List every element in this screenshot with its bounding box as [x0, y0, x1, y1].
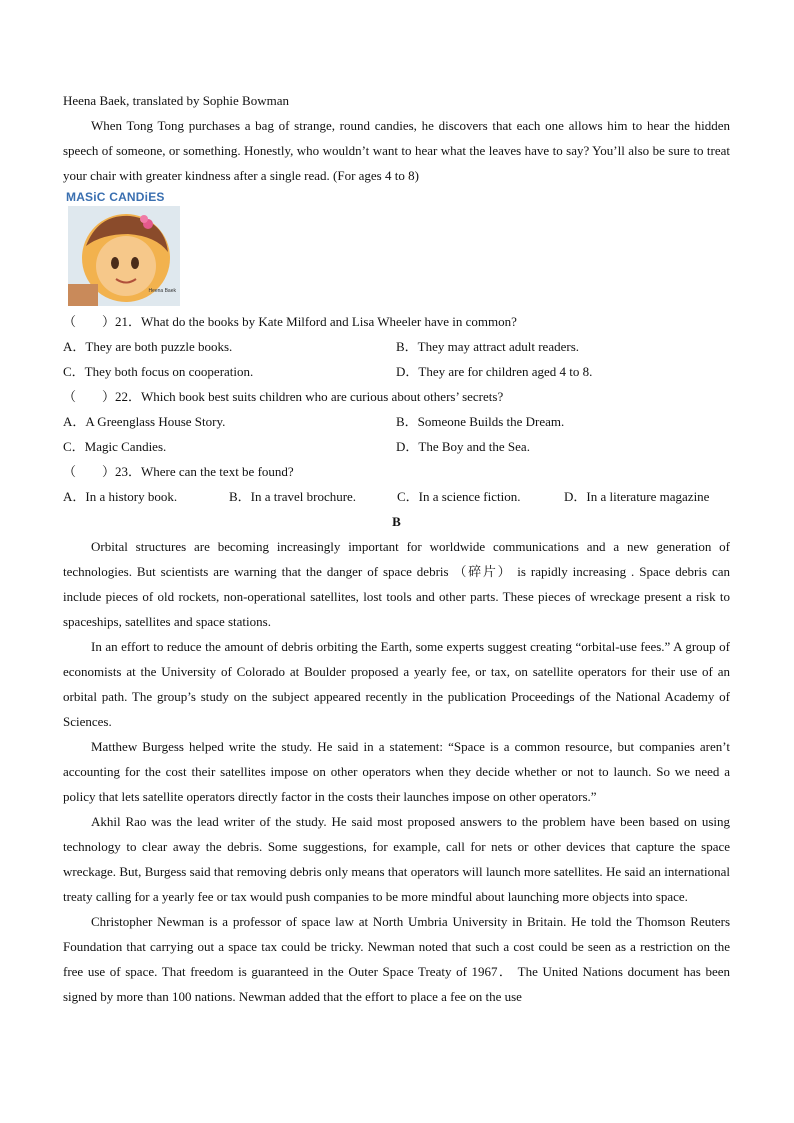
question-22-option-b: B．Someone Builds the Dream.: [396, 414, 565, 429]
question-21-stem: （ ）21．What do the books by Kate Milford and Lisa Wheeler have in common?: [63, 314, 517, 329]
question-22-options-row2: [63, 434, 730, 459]
book-cover-image: [66, 190, 182, 306]
book-cover-author: Heena Baek: [148, 288, 176, 294]
question-21-options: [63, 334, 730, 359]
question-21-option-d: D．They are for children aged 4 to 8.: [396, 364, 593, 379]
question-21-option-a: A．They are both puzzle books.: [63, 339, 233, 354]
question-22-option-d: D．The Boy and the Sea.: [396, 439, 530, 454]
book-cover-title: MASiC CANDiES: [66, 190, 165, 204]
question-21-option-b: B．They may attract adult readers.: [396, 339, 580, 354]
question-23-option-c: C．In a science fiction.: [397, 489, 521, 504]
passage-b-paragraph-3: Matthew Burgess helped write the study. He said in a statement: “Space is a common resource, but companies aren’t accounting for the cost their satellites impose on other operators when they decide whether or not to launch. So we need a policy that lets satellite operators directly factor in the costs their launches impose on other operators.”: [63, 739, 730, 804]
question-21-option-c: C．They both focus on cooperation.: [63, 364, 254, 379]
book-cover-art: [68, 206, 180, 306]
question-22-option-c: C．Magic Candies.: [63, 439, 167, 454]
author-line: Heena Baek, translated by Sophie Bowman: [63, 93, 289, 108]
question-22-option-a: A．A Greenglass House Story.: [63, 414, 226, 429]
passage-b-paragraph-2: In an effort to reduce the amount of debris orbiting the Earth, some experts suggest creating “orbital-use fees.” A group of economists at the University of Colorado at Boulder proposed a yearly fee, or tax, on satellite operators for their use of an orbital path. The group’s study on the subject appeared recently in the publication Proceedings of the National Academy of Sciences.: [63, 639, 730, 729]
document-page: [63, 88, 730, 1009]
question-23-option-d: D．In a literature magazine: [564, 489, 710, 504]
question-23-stem: （ ）23．Where can the text be found?: [63, 464, 294, 479]
question-21-options-row2: [63, 359, 730, 384]
section-heading: B: [392, 514, 401, 529]
question-22-options: [63, 409, 730, 434]
passage-b-paragraph-4: Akhil Rao was the lead writer of the study. He said most proposed answers to the problem have been based on using technology to clear away the debris. Some suggestions, for example, call for nets or other devices that capture the space wreckage. But, Burgess said that removing debris only means that operators will launch more satellites. He said an international treaty calling for a yearly fee or tax would push companies to be more mindful about launching more objects into space.: [63, 814, 730, 904]
question-23-options: [63, 484, 730, 509]
passage-b-paragraph-5: Christopher Newman is a professor of space law at North Umbria University in Britain. He told the Thomson Reuters Foundation that carrying out a space tax could be tricky. Newman noted that such a cost could be seen as a restriction on the free use of space. That freedom is guaranteed in the Outer Space Treaty of 1967． The United Nations document has been signed by more than 100 nations. Newman added that the effort to place a fee on the use: [63, 914, 730, 1004]
question-23-option-b: B．In a travel brochure.: [229, 489, 357, 504]
question-23-option-a: A．In a history book.: [63, 489, 178, 504]
passage-b-paragraph-1: Orbital structures are becoming increasingly important for worldwide communications and a new generation of technologies. But scientists are warning that the danger of space debris （碎片） is rapidly increasing . Space debris can include pieces of old rockets, non-operational satellites, lost tools and other parts. These pieces of wreckage present a risk to spaceships, satellites and space stations.: [63, 539, 730, 629]
intro-paragraph: When Tong Tong purchases a bag of strange, round candies, he discovers that each one allows him to hear the hidden speech of someone, or something. Honestly, who wouldn’t want to hear what the leaves have to say? You’ll also be sure to treat your chair with greater kindness after a single read. (For ages 4 to 8): [63, 118, 730, 183]
question-22-stem: （ ）22．Which book best suits children who are curious about others’ secrets?: [63, 389, 504, 404]
